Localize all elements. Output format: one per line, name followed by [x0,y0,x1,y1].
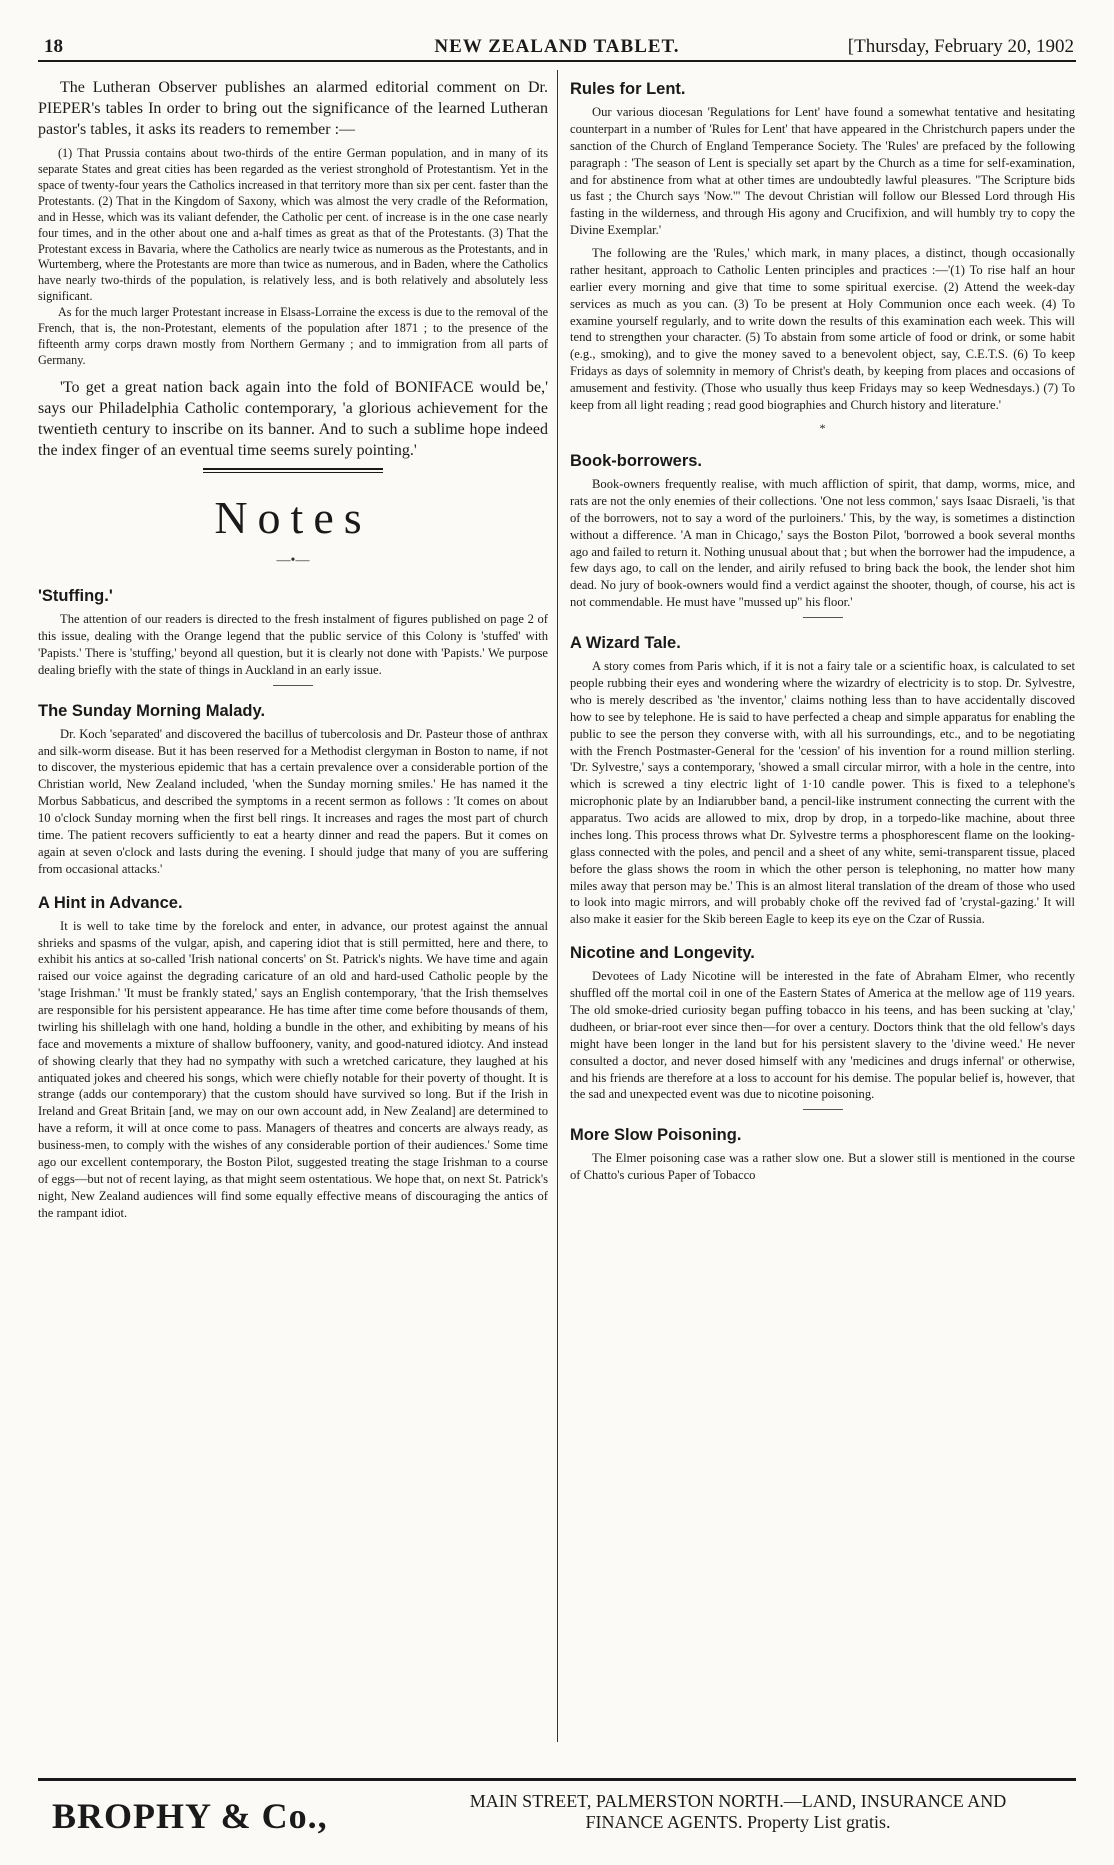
page-header [38,30,1076,62]
notes-section-header [38,468,548,571]
article-body: It is well to take time by the forelock and enter, in advance, our protest against the annual shrieks and spasms of the vulgar, apish, and capering idiot that is still permitted, here and there, to exhibit his antics at so-called 'Irish national concerts' on St. Patrick's nights. We have time and again raised our voice against the degrading caricature of an old and hard-used Catholic people by the 'stage Irishman.' 'It must be frankly stated,' says an English contemporary, 'that the Irish themselves are responsible for his persistent appearance. He has time after time come before thousands of them, twirling his shillelagh with one hand, holding a bundle in the other, and exhibiting by means of his face and movements a mixture of shallow buffoonery, vanity, and good-natured idiotcy. And instead of showing clearly that they had no sympathy with such a wretched caricature, they laughed at his antiquated jokes and cheered his songs, which were chiefly notable for their poverty of thought. It is strange (adds our contemporary) that the custom should have survived so long. But if the Irish in Ireland and Great Britain [and, we may on our own account add, in New Zealand] are determined to have a reform, it will at once come to pass. Managers of theatres and concerts are always ready, as business-men, to comply with the wishes of any considerable portion of their audiences.' Some time ago our excellent contemporary, the Boston Pilot, suggested treating the stage Irishman to a course of eggs—but not of recent laying, as that might seem ostentatious. We hope that, on next St. Patrick's night, New Zealand audiences will find some equally effective means of discouraging the antics of the rampant idiot. [38,918,548,1220]
article-body: Devotees of Lady Nicotine will be interested in the fate of Abraham Elmer, who recently shuffled off the mortal coil in one of the Eastern States of America at the mellow age of 119 years. The old smoke-dried curiosity began puffing tobacco in his teens, and has been sucking at 'clay,' dudheen, or briar-root ever since then—for over a century. Doctors think that the old fellow's days might have been longer in the land but for his persistent slavery to the 'divine weed.' He never consulted a doctor, and never dosed himself with any 'medicines and drugs infernal' or otherwise, and his friends are therefore at a loss to account for his demise. The popular belief is, however, that the sad and unexpected event was due to nicotine poisoning. [570,969,1075,1102]
masthead-title: NEW ZEALAND TABLET. [434,36,680,57]
article-heading: Book-borrowers. [570,451,703,470]
article-body: Our various diocesan 'Regulations for Lent' have found a somewhat tentative and hesitating counterpart in a number of 'Rules for Lent' that have appeared in the Christchurch papers under the sanction of the Church of England Temperance Society. The 'Rules' are prefaced by the following paragraph : 'The season of Lent is specially set apart by the Church as a time for self-examination, and for abstinence from what at other times are undoubtedly lawful pleasures. "The Scripture bids us fast ; the Church says 'Now.'" The devout Christian will follow our Blessed Lord through His fasting in the wilderness, and through His agony and Crucifixion, and will humbly try to copy the Divine Exemplar.' [570,105,1075,238]
star-separator: * [819,420,826,435]
article-heading: Nicotine and Longevity. [570,944,755,963]
address-line: MAIN STREET, PALMERSTON NORTH.—LAND, INSURANCE AND [469,1791,1007,1811]
article-heading: A Hint in Advance. [38,893,183,912]
page-number: 18 [44,36,63,57]
left-column [38,78,548,1738]
quote-paragraph: As for the much larger Protestant increase in Elsass-Lorraine the excess is due to the removal of the French, that is, the non-Protestant, elements of the population after 1871 ; to the presence of the fifteenth army corps drawn mostly from Northern Germany ; and to immigration from all parts of Germany. [38,304,548,367]
article-body: Dr. Koch 'separated' and discovered the bacillus of tubercolosis and Dr. Pasteur those of anthrax and silk-worm disease. But it has been reserved for a Methodist clergyman in Boston to name, if not to discover, the mysterious epidemic that has a certain prevalence over a considerable portion of the Christian world, New Zealand included, 'when the Sunday morning smiles.' He has named it the Morbus Sabbaticus, and described the symptoms in a recent sermon as follows : 'It comes on about 10 o'clock Sunday morning when the first bell rings. It increases and rages the most part of church time. The patient recovers sufficiently to eat a hearty dinner and read the papers. But it comes on again at seven o'clock and lasts during the evening. I should judge that many of you are suffering from occasional attacks.' [38,726,548,876]
pieper-quote [38,146,548,368]
article-heading: The Sunday Morning Malady. [38,701,266,720]
right-column [570,78,1075,1738]
address-line: FINANCE AGENTS. Property List gratis. [585,1811,891,1832]
advertisement-footer [38,1778,1076,1841]
ornament: —•— [276,553,310,569]
quote-paragraph: (1) That Prussia contains about two-thirds of the entire German population, and in many of its separate States and great cities has been regarded as the veriest stronghold of Protestantism. Yet in the space of twenty-four years the Catholics increased in that territory more than six per cent. faster than the Protestants. (2) That in the Kingdom of Saxony, which was almost the very cradle of the Reformation, and in Hesse, which was its valiant defender, the Catholic per cent. of increase is in the one case nearly four times, and in the other about one and a-half times as great as that of the Protestants. (3) That the Protestant excess in Bavaria, where the Catholics are nearly twice as numerous as the Protestants, and in Wurtemberg, where the Protestants are more than twice as numerous, and in Baden, where the Catholics have nearly two-thirds of the population, is relatively less, and is both relatively and absolutely less significant. [38,146,548,304]
article-body: The Elmer poisoning case was a rather slow one. But a slower still is mentioned in the course of Chatto's curious Paper of Tobacco [570,1151,1075,1183]
article-heading: Rules for Lent. [570,80,686,98]
double-rule [203,468,383,473]
column-divider [557,70,558,1742]
article-body: The attention of our readers is directed to the fresh instalment of figures published on page 2 of this issue, dealing with the Orange legend that the public service of this Colony is 'stuffed' with 'Papists.' There is 'stuffing,' beyond all question, but it is clearly not done with 'Papists.' We purpose dealing briefly with the state of things in Auckland in an early issue. [38,612,548,677]
section-separator [803,617,843,618]
section-separator [273,685,313,686]
article-heading: 'Stuffing.' [38,586,113,605]
advertiser-address [398,1791,1078,1832]
lutheran-intro: The Lutheran Observer publishes an alarmed editorial comment on Dr. PIEPER's tables In order to bring out the significance of the learned Lutheran pastor's tables, it asks its readers to remember :— [38,79,548,138]
section-separator [803,1109,843,1110]
boniface-closing: 'To get a great nation back again into the fold of BONIFACE would be,' says our Philadelphia Catholic contemporary, 'a glorious achievement for the twentieth century to inscribe on its banner. And to such a sublime hope indeed the index finger of an eventual time seems surely pointing.' [38,379,548,459]
advertiser-name: BROPHY & Co., [52,1796,328,1836]
article-body: A story comes from Paris which, if it is not a fairy tale or a scientific hoax, is calculated to set people rubbing their eyes and wondering where the wizardry of electricity is to stop. Dr. Sylvestre, who is merely described as 'the inventor,' claims nothing less than to have accidentally discoved how to see by telephone. He is said to have perfected a cheap and simple apparatus for enabling the public to see the person they converse with, with all his surroundings, etc., and to be negotiating with the French Postmaster-General for the 'cession' of his invention for a round million sterling. 'Dr. Sylvestre,' says a contemporary, 'showed a small circular mirror, with a hole in the centre, into which is screwed a tiny electric light of 1·10 candle power. This is fixed to a telephone's microphonic plate by an Indiarubber band, a pencil-like instrument connecting the current with the apparatus. Two acids are allowed to mix, drop by drop, in a torpedo-like machine, about three inches long. This process throws what Dr. Sylvestre terms a phosphorescent flame on the looking-glass connected with the poles, and pencil and a sheet of any white, semi-transparent tissue, placed before the glass shows the room in which the other person is telephoning, no matter how many miles away that person may be.' This is an almost literal translation of the dream of those who used to look into magic mirrors, and will probably choke off the revived fad of 'crystal-gazing.' It will also make it easier for the Skib bereen Eagle to keep its eye on the Czar of Russia. [570,659,1075,927]
notes-title: Notes [214,491,372,543]
article-heading: More Slow Poisoning. [570,1126,742,1145]
article-heading: A Wizard Tale. [570,634,681,653]
article-body: The following are the 'Rules,' which mark, in many places, a distinct, though occasionally rather hesitant, approach to Catholic Lenten principles and practices :—'(1) To rise half an hour earlier every morning and give that time to some spiritual exercise. (2) Attend the week-day services as much as you can. (3) To be present at Holy Communion once each week. (4) To examine yourself regularly, and to write down the results of this examination each week. This will tend to strengthen your character. (5) To abstain from some article of food or drink, or some habit (e.g., smoking), and to give the money saved to a benevolent object, say, C.E.T.S. (6) To keep Fridays as days of solemnity in memory of Christ's death, by keeping from places and occasions of amusement and festivity. (Those who usually thus keep Fridays may so keep Wednesdays.) (7) To keep from all light reading ; read good biographies and Church history and literature.' [570,246,1075,412]
article-body: Book-owners frequently realise, with much affliction of spirit, that damp, worms, mice, and rats are not the only enemies of their collections. 'One not less common,' says Isaac Disraeli, 'is that of the borrowers, not to say a word of the purloiners.' This, by the way, is sometimes a distinction without a difference. 'A man in Chicago,' says the Boston Pilot, 'borrowed a book several months ago and failed to return it. Nothing unusual about that ; but when the borrower had the impudence, a few days ago, to call on the lender, and airily refused to bring back the book, the lender shot him dead. No jury of book-owners would find a verdict against the shooter, though, of course, his act is not commendable. He must have "mussed up" his floor.' [570,477,1075,610]
issue-date: [Thursday, February 20, 1902 [847,36,1074,57]
